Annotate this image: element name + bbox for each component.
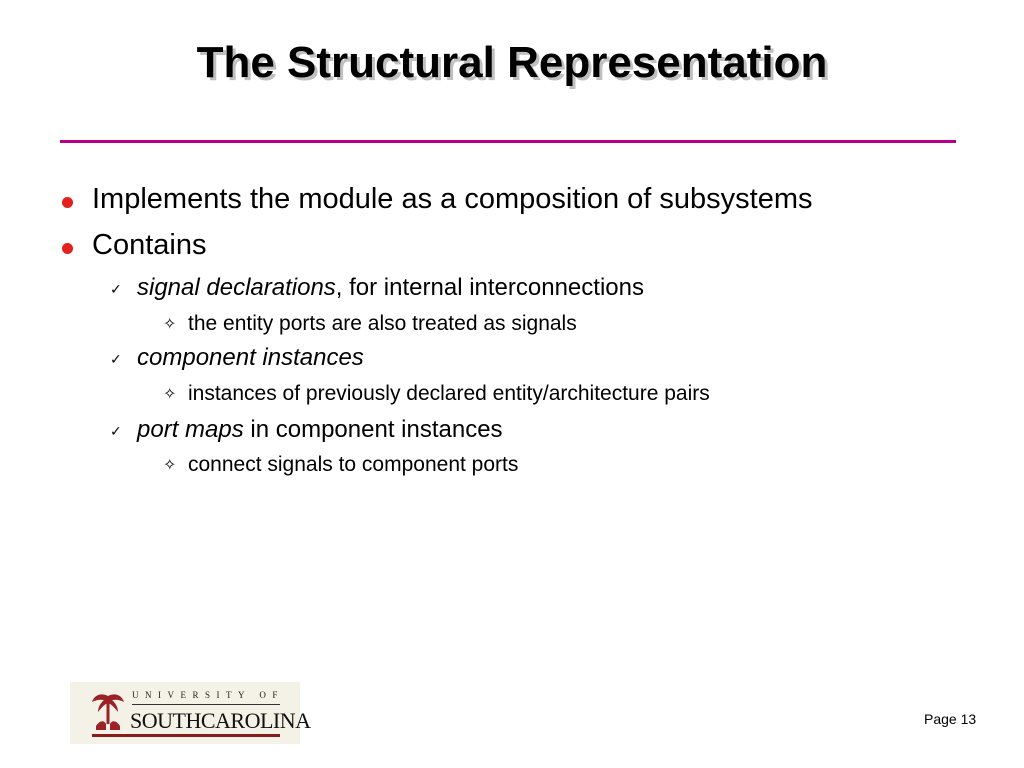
four-point-star-icon: ✧ bbox=[163, 455, 177, 474]
four-point-star-icon: ✧ bbox=[163, 314, 177, 333]
checkmark-icon: ✓ bbox=[110, 352, 122, 368]
bullet-item: Implements the module as a composition of subsystems bbox=[92, 183, 813, 215]
sub-bullet-emphasis: port maps bbox=[137, 416, 244, 443]
logo-name-text: SOUTHCAROLINA bbox=[130, 708, 311, 733]
slide-title: The Structural Representation bbox=[196, 38, 828, 87]
bullet-item: Contains bbox=[92, 229, 207, 261]
palmetto-tree-icon bbox=[90, 690, 126, 734]
detail-item: instances of previously declared entity/architecture pairs bbox=[188, 382, 710, 405]
detail-item: the entity ports are also treated as signals bbox=[188, 312, 577, 335]
sub-bullet-emphasis: signal declarations bbox=[137, 274, 336, 301]
four-point-star-icon: ✧ bbox=[163, 384, 177, 403]
university-logo bbox=[70, 682, 311, 744]
logo-university-text: UNIVERSITY OF bbox=[132, 690, 284, 700]
sub-bullet-item bbox=[137, 344, 364, 372]
detail-item: connect signals to component ports bbox=[188, 453, 519, 476]
sub-bullet-text: , for internal interconnections bbox=[335, 274, 644, 301]
sub-bullet-item bbox=[137, 274, 644, 302]
red-dot-bullet-icon bbox=[62, 243, 73, 254]
checkmark-icon: ✓ bbox=[110, 424, 122, 440]
sub-bullet-emphasis: component instances bbox=[137, 344, 364, 371]
sub-bullet-item bbox=[137, 416, 503, 444]
logo-divider bbox=[132, 704, 280, 705]
checkmark-icon: ✓ bbox=[110, 282, 122, 298]
sub-bullet-text: in component instances bbox=[243, 416, 503, 443]
title-divider bbox=[60, 140, 956, 143]
red-dot-bullet-icon bbox=[62, 197, 73, 208]
page-number: Page 13 bbox=[924, 711, 977, 727]
logo-underline bbox=[92, 734, 280, 737]
